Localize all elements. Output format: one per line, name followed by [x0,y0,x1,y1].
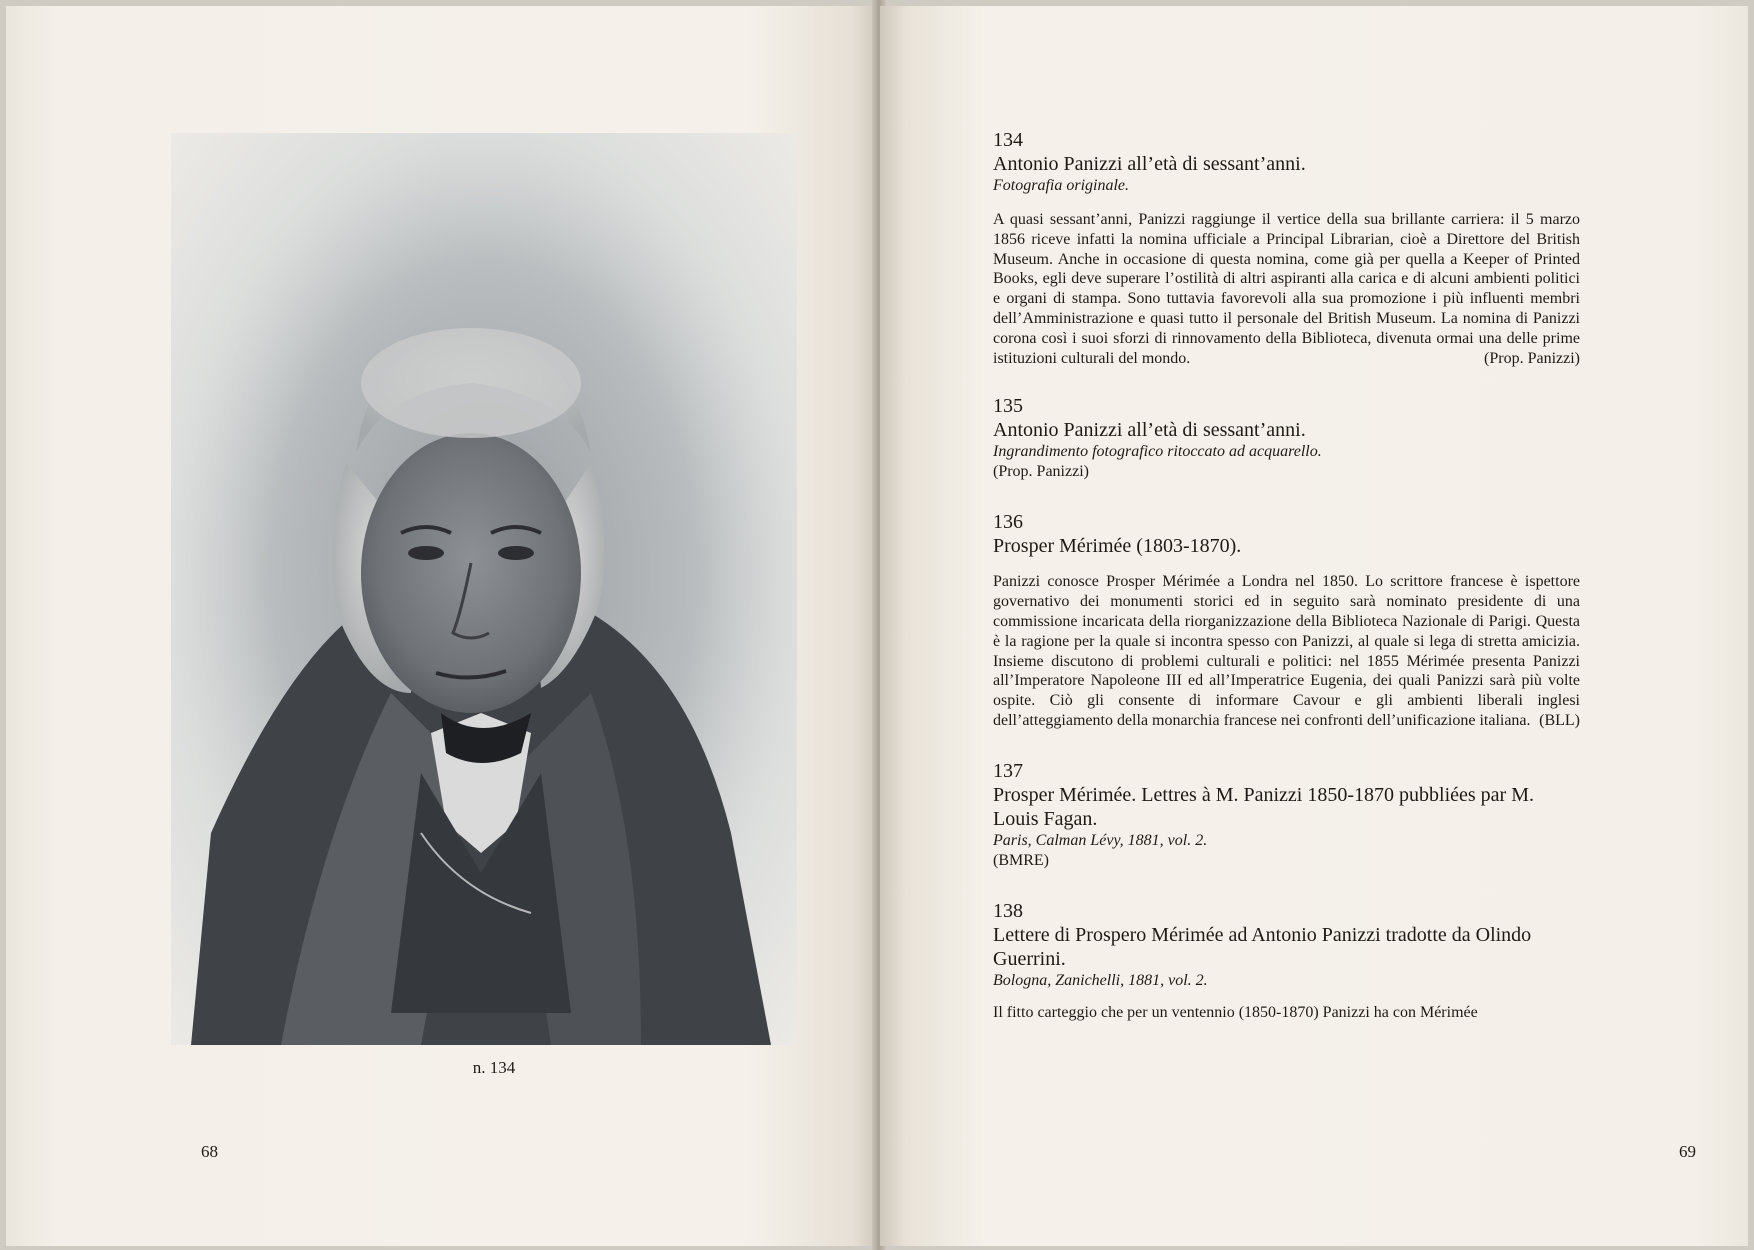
entry-body [993,210,1580,368]
entry-subtitle: Ingrandimento fotografico ritoccato ad acquarello. [993,443,1322,461]
entry-subtitle: Paris, Calman Lévy, 1881, vol. 2. [993,831,1208,849]
entry-source: (BMRE) [993,851,1049,869]
entry-number: 136 [993,511,1023,534]
entry-title: Prosper Mérimée. Lettres à M. Panizzi 1850-1870 pubbliées par M. Louis Fagan. [993,783,1534,830]
entry-body-text: Panizzi conosce Prosper Mérimée a Londra nel 1850. Lo scrittore francese è ispettore governativo dei monumenti storici ed in seguito sarà nominato presidente di una commissione incaricata della riorganizzazione della Biblioteca Nazionale di Parigi. Questa è la ragione per la quale si incontra spesso con Panizzi, al quale si lega di stretta amicizia. Insieme discutono di problemi culturali e politici: nel 1855 Mérimée presenta Panizzi all’Imperatore Napoleone III ed all’Imperatrice Eugenia, dei quali Panizzi sarà più volte ospite. Ciò gli consente di informare Cavour e gli ambienti liberali inglesi dell’atteggiamento della monarchia francese nei confronti dell’unificazione italiana. [993,573,1580,729]
catalog-text [993,128,1580,1023]
entry-body [993,572,1580,730]
entry-source: (Prop. Panizzi) [993,463,1089,481]
entry-title: Antonio Panizzi all’età di sessant’anni. [993,419,1306,442]
entry-title: Antonio Panizzi all’età di sessant’anni. [993,153,1306,175]
entry-title: Lettere di Prospero Mérimée ad Antonio Panizzi tradotte da Olindo Guerrini. [993,923,1532,970]
entry-body-text: A quasi sessant’anni, Panizzi raggiunge il vertice della sua brillante carriera: il 5 marzo 1856 riceve infatti la nomina ufficiale a Principal Librarian, cioè a Direttore del British Museum. Anche in occasione di questa nomina, come già per quella a Keeper of Printed Books, egli deve superare l’ostilità di altri aspiranti alla carica e di alcuni ambienti politici e organi di stampa. Sono tuttavia favorevoli alla sua promozione i più influenti membri dell’Amministrazione e quasi tutto il personale del British Museum. La nomina di Panizzi corona così i suoi sforzi di rinnovamento della Biblioteca, divenuta ormai una delle prime istituzioni culturali del mondo. [993,211,1580,367]
entry-reference: (BLL) [1539,711,1580,729]
entry-number: 138 [993,899,1023,922]
page-number-left: 68 [201,1142,218,1161]
entry-reference: (Prop. Panizzi) [1484,349,1580,367]
portrait-photo [171,133,797,1045]
right-page [880,6,1748,1246]
catalog-entry-137 [993,759,1580,871]
entry-number: 135 [993,395,1023,418]
page-number-right: 69 [1679,1142,1696,1161]
catalog-entry-135 [993,394,1580,482]
catalog-entry-136 [993,510,1580,730]
entry-number: 137 [993,759,1023,782]
entry-body: Il fitto carteggio che per un ventennio (1850-1870) Panizzi ha con Mérimée [993,1003,1478,1021]
portrait-illustration [171,133,797,1045]
left-page [6,6,878,1246]
catalog-entry-134 [993,128,1580,368]
figure-caption: n. 134 [472,1058,516,1077]
entry-number: 134 [993,129,1023,151]
catalog-entry-138 [993,899,1580,1023]
entry-subtitle: Fotografia originale. [993,177,1129,194]
entry-title: Prosper Mérimée (1803-1870). [993,535,1242,558]
entry-subtitle: Bologna, Zanichelli, 1881, vol. 2. [993,971,1208,989]
